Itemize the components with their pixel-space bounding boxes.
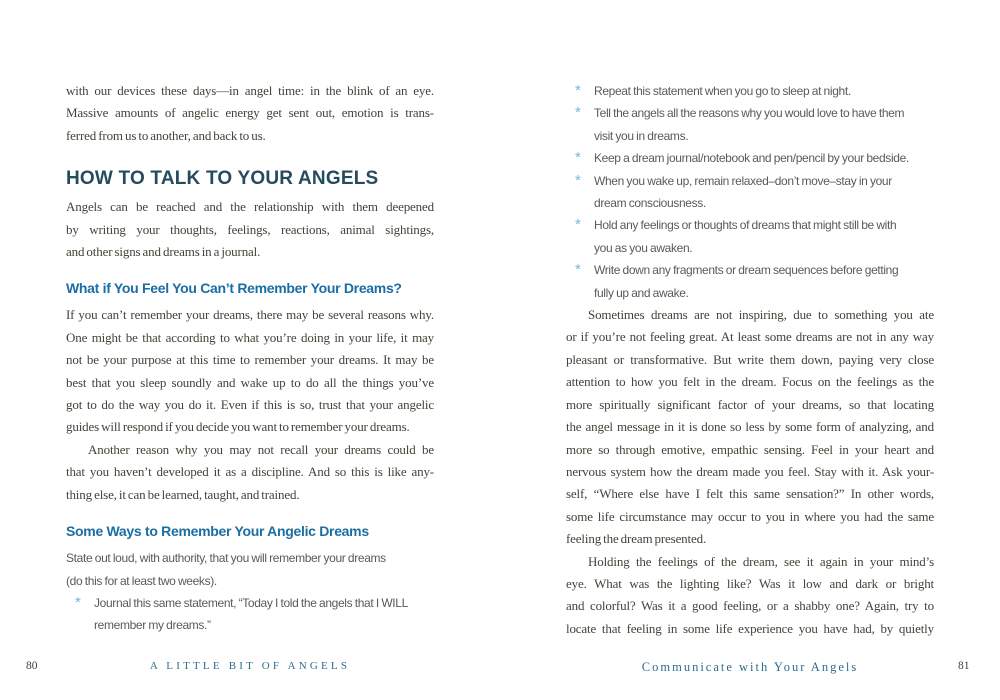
text-line: with our devices these days—in angel time: in the blink of an eye. — [66, 83, 434, 98]
bullet-item — [566, 80, 934, 102]
text-line: Write down any fragments or dream sequences before getting — [594, 263, 899, 278]
text-line: dream consciousness. — [594, 196, 706, 211]
bullet-icon: * — [575, 171, 581, 189]
bullet-item — [566, 102, 934, 147]
text-line: Hold any feelings or thoughts of dreams that might still be with — [594, 218, 897, 233]
running-head-chapter-title: Communicate with Your Angels — [641, 660, 859, 674]
text-line: you as you awaken. — [594, 240, 693, 255]
section-heading: HOW TO TALK TO YOUR ANGELS — [66, 168, 379, 190]
text-line: fully up and awake. — [594, 285, 689, 300]
bullet-item — [566, 147, 934, 169]
text-line: If you can’t remember your dreams, there may be several reasons why. — [66, 307, 434, 323]
text-line: not be your purpose at this time to remember your dreams. It may be — [66, 352, 434, 368]
instruction-paragraph — [66, 547, 434, 592]
body-paragraph — [566, 304, 934, 550]
text-line: remember my dreams.” — [94, 618, 211, 633]
text-line: When you wake up, remain relaxed–don’t move–stay in your — [594, 173, 892, 188]
bullet-item — [566, 170, 934, 215]
text-line: One might be that according to what you’re doing in your life, it may — [66, 329, 434, 345]
text-line: Holding the feelings of the dream, see it again in your mind’s — [588, 553, 934, 569]
text-line: attention to how you felt in the dream. Focus on the feelings as the — [566, 374, 934, 390]
text-line: Sometimes dreams are not inspiring, due to something you ate — [588, 307, 934, 323]
text-line: pleasant or transformative. But write them down, paying very close — [566, 351, 934, 367]
bullet-icon: * — [75, 593, 81, 611]
text-line: (do this for at least two weeks). — [66, 573, 217, 588]
body-paragraph — [66, 196, 434, 263]
body-paragraph — [66, 439, 434, 506]
text-line: nervous system how the dream made you feel. Stay with it. Ask your- — [566, 463, 934, 479]
page-number-right: 81 — [958, 660, 970, 672]
text-line: eye. What was the lighting like? Was it low and dark or bright — [566, 575, 934, 591]
text-line: thing else, it can be learned, taught, and trained. — [66, 486, 300, 502]
bullet-icon: * — [575, 104, 581, 122]
text-line: got to do the way you do it. Even if this is so, trust that your angelic — [66, 397, 434, 413]
text-line: more so through emotive, empathic sensing. Feel in your heart and — [566, 441, 934, 457]
bullet-item — [566, 214, 934, 259]
text-line: more spiritually significant factor of your dreams, so that locating — [566, 396, 934, 412]
body-paragraph — [66, 304, 434, 438]
text-line: best that you sleep soundly and wake up to do all the things you’ve — [66, 374, 434, 390]
subsection-heading: Some Ways to Remember Your Angelic Dreams — [66, 523, 369, 540]
bullet-item — [566, 259, 934, 304]
text-line: self, “Where else have I felt this same sensation?” In other words, — [566, 486, 934, 502]
text-line: and other signs and dreams in a journal. — [66, 244, 261, 260]
text-line: or if you’re not feeling great. At least some dreams are not in any way — [566, 329, 934, 345]
text-line: Tell the angels all the reasons why you would love to have them — [594, 106, 905, 121]
text-line: Another reason why you may not recall your dreams could be — [88, 441, 434, 457]
bullet-icon: * — [575, 149, 581, 167]
text-line: guides will respond if you decide you want to remember your dreams. — [66, 419, 410, 435]
page-right-text-column — [566, 80, 934, 640]
text-line: visit you in dreams. — [594, 128, 689, 143]
text-line: feeling the dream presented. — [566, 531, 707, 547]
bullet-item — [66, 592, 434, 637]
bullet-icon: * — [575, 216, 581, 234]
text-line: Massive amounts of angelic energy get sent out, emotion is trans- — [66, 105, 434, 121]
page-number-left: 80 — [26, 660, 38, 672]
text-line: some life circumstance may occur to you in where you had the same — [566, 508, 934, 524]
text-line: by writing your thoughts, feelings, reactions, animal sightings, — [66, 221, 434, 237]
text-line: the angel message in it is done so less by some form of analyzing, and — [566, 419, 934, 435]
subsection-heading: What if You Feel You Can’t Remember Your Dreams? — [66, 280, 402, 297]
text-line: Keep a dream journal/notebook and pen/pencil by your bedside. — [594, 151, 909, 166]
running-head-book-title: A LITTLE BIT OF ANGELS — [149, 660, 351, 672]
text-line: locate that feeling in some life experience you have had, by quietly — [566, 620, 934, 636]
text-line: State out loud, with authority, that you will remember your dreams — [66, 551, 386, 566]
text-line: ferred from us to another, and back to us. — [66, 127, 266, 143]
page-left-text-column — [66, 80, 434, 637]
text-line: that you haven’t developed it as a discipline. And so this is like any- — [66, 464, 434, 480]
text-line: Repeat this statement when you go to sleep at night. — [594, 84, 851, 98]
body-paragraph — [566, 551, 934, 641]
text-line: and colorful? Was it a good feeling, or a shabby one? Again, try to — [566, 598, 934, 614]
bullet-icon: * — [575, 82, 581, 99]
bullet-icon: * — [575, 261, 581, 279]
text-line: Angels can be reached and the relationship with them deepened — [66, 199, 434, 215]
text-line: Journal this same statement, “Today I told the angels that I WILL — [94, 595, 408, 610]
body-paragraph — [66, 80, 434, 147]
